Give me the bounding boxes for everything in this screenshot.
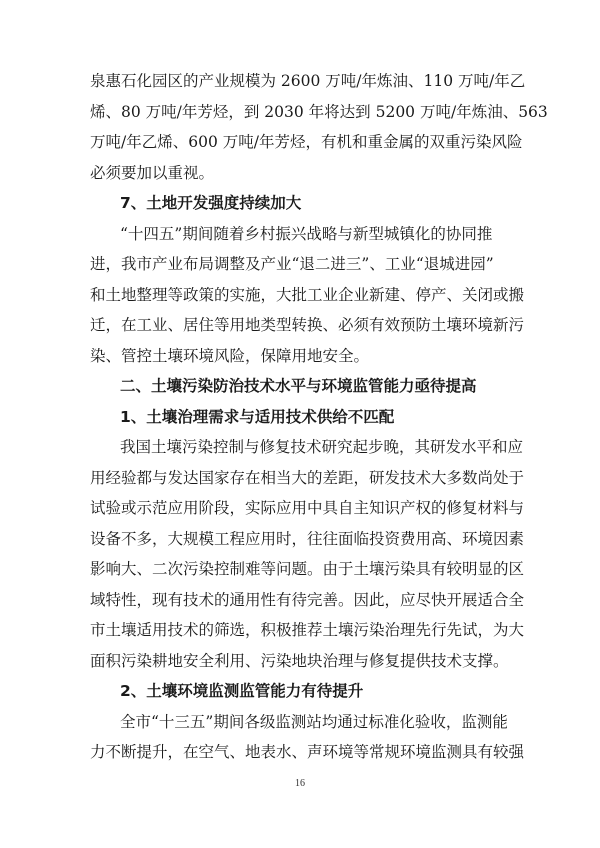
- text-line: 烯、80 万吨/年芳烃，到 2030 年将达到 5200 万吨/年炼油、563: [90, 102, 548, 121]
- text-line: 市土壤适用技术的筛选，积极推荐土壤污染治理先行先试，为大: [90, 621, 525, 639]
- heading-section-two: 二、土壤污染防治技术水平与环境监管能力亟待提高: [120, 377, 477, 395]
- page-number: 16: [295, 778, 305, 789]
- text-line: 域特性，现有技术的通用性有待完善。因此，应尽快开展适合全: [90, 590, 525, 609]
- text-line: 试验或示范应用阶段，实际应用中具自主知识产权的修复材料与: [90, 499, 525, 517]
- text-line: 设备不多，大规模工程应用时，往往面临投资费用高、环境因素: [90, 529, 525, 548]
- text-line: 进，我市产业布局调整及产业“退二进三”、工业“退城进园”: [90, 255, 494, 273]
- text-line: 影响大、二次污染控制难等问题。由于土壤污染具有较明显的区: [90, 560, 525, 578]
- heading-technology-mismatch: 1、土壤治理需求与适用技术供给不匹配: [120, 407, 395, 426]
- text-line: 全市“十三五”期间各级监测站均通过标准化验收，监测能: [120, 712, 508, 731]
- text-line: 万吨/年乙烯、600 万吨/年芳烃，有机和重金属的双重污染风险: [90, 133, 523, 151]
- text-line: 必须要加以重视。: [90, 163, 215, 182]
- text-line: 用经验都与发达国家存在相当大的差距，研发技术大多数尚处于: [90, 468, 525, 487]
- document-body: [90, 66, 548, 768]
- text-line: 我国土壤污染控制与修复技术研究起步晚，其研发水平和应: [120, 438, 524, 456]
- text-line: 染、管控土壤环境风险，保障用地安全。: [90, 346, 370, 365]
- paragraph-monitoring: [90, 707, 525, 768]
- text-line: 面积污染耕地安全利用、污染地块治理与修复提供技术支撑。: [90, 651, 509, 670]
- text-line: 迁，在工业、居住等用地类型转换、必须有效预防土壤环境新污: [90, 316, 525, 334]
- text-line: 泉惠石化园区的产业规模为 2600 万吨/年炼油、110 万吨/年乙: [90, 72, 526, 90]
- paragraph-technology: [90, 432, 525, 676]
- heading-land-development: 7、土地开发强度持续加大: [120, 194, 302, 212]
- text-line: 力不断提升，在空气、地表水、声环境等常规环境监测具有较强: [90, 743, 525, 761]
- text-line: “十四五”期间随着乡村振兴战略与新型城镇化的协同推: [120, 224, 493, 243]
- paragraph-land-development: [90, 219, 525, 372]
- paragraph-petrochemical: [90, 66, 548, 188]
- text-line: 和土地整理等政策的实施，大批工业企业新建、停产、关闭或搬: [90, 285, 525, 304]
- heading-monitoring-capacity: 2、土壤环境监测监管能力有待提升: [120, 682, 364, 700]
